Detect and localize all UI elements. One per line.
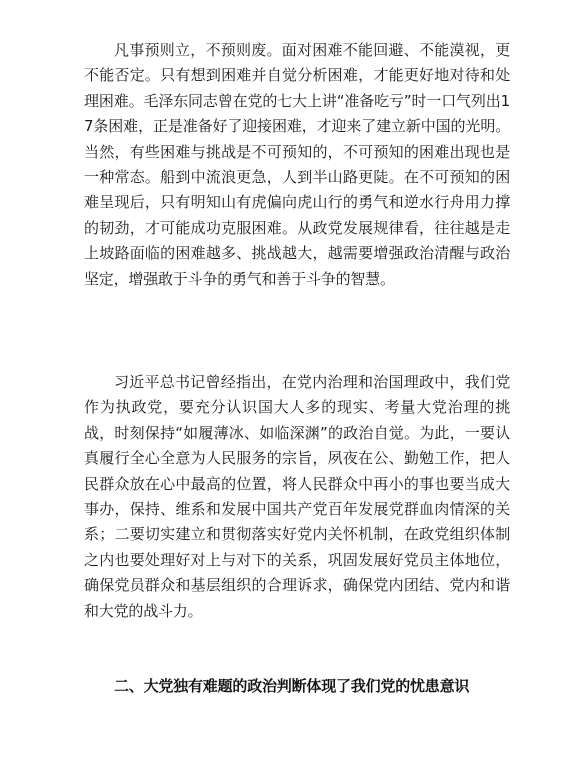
paragraph-governance: 习近平总书记曾经指出，在党内治理和治国理政中，我们党作为执政党，要充分认识国大人多的现实、考量大党治理的挑战，时刻保持“如履薄冰、如临深渊”的政治自觉。为此，一要认真履行全心全意为人民服务的宗旨，夙夜在公、勤勉工作，把人民群众放在心中最高的位置，将人民群众中再小的事也要当成大事办，保持、维系和发展中国共产党百年发展党群血肉情深的关系；二要切实建立和贯彻落实好党内关怀机制，在政党组织体制之内也要处理好对上与对下的关系，巩固发展好党员主体地位，确保党员群众和基层组织的合理诉求，确保党内团结、党内和谐和大党的战斗力。 [84, 373, 510, 620]
section-heading: 二、大党独有难题的政治判断体现了我们党的忧患意识 [114, 677, 470, 695]
paragraph-preparation: 凡事预则立，不预则废。面对困难不能回避、不能漠视，更不能否定。只有想到困难并自觉分析困难，才能更好地对待和处理困难。毛泽东同志曾在党的七大上讲“准备吃亏”时一口气列出17条困难，正是准备好了迎接困难，才迎来了建立新中国的光明。当然，有些困难与挑战是不可预知的，不可预知的困难出现也是一种常态。船到中流浪更急，人到半山路更陡。在不可预知的困难呈现后，只有明知山有虎偏向虎山行的勇气和逆水行舟用力撑的韧劲，才可能成功克服困难。从政党发展规律看，往往越是走上坡路面临的困难越多、挑战越大，越需要增强政治清醒与政治坚定，增强敢于斗争的勇气和善于斗争的智慧。 [84, 41, 510, 288]
